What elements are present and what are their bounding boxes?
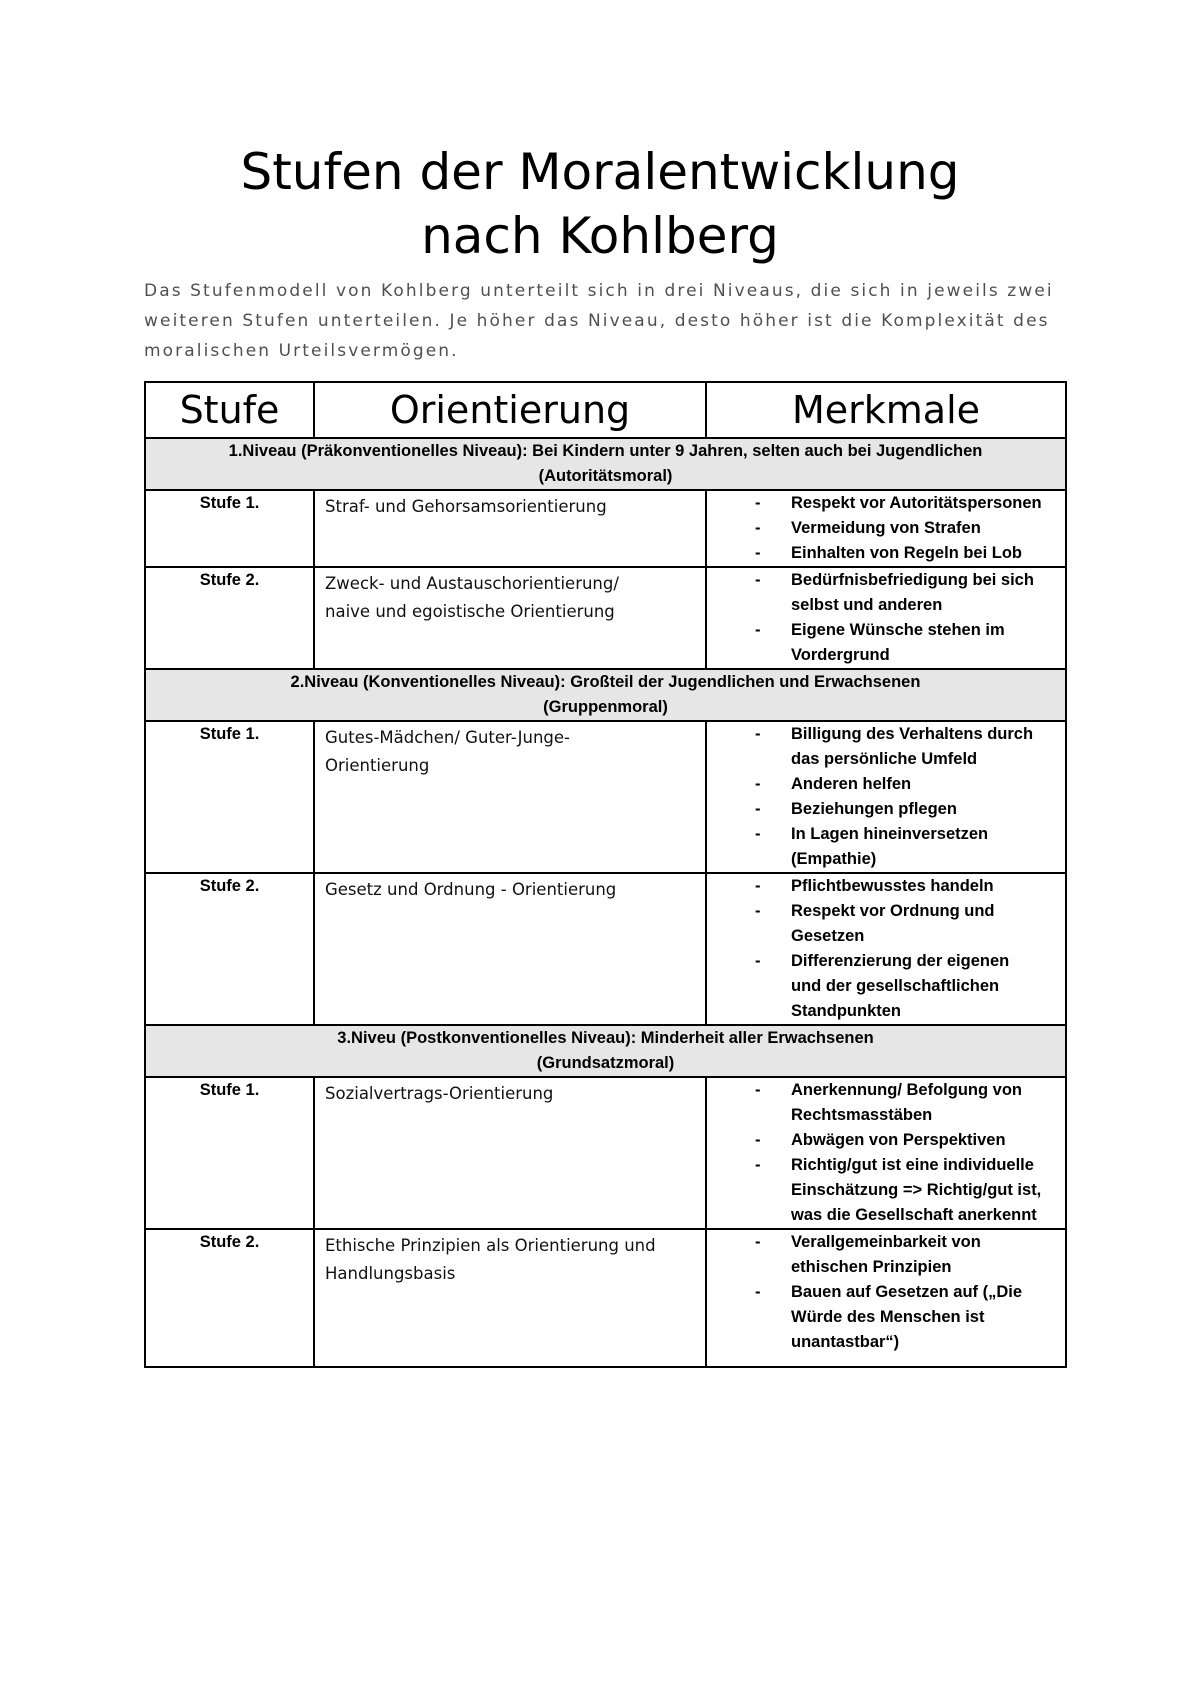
feature-text-line: - Vermeidung von Strafen [791, 519, 981, 537]
stage-label: Stufe 1. [145, 1077, 314, 1229]
feature-text-line: - Bauen auf Gesetzen auf („Die [791, 1283, 1023, 1301]
features-cell [706, 1229, 1066, 1367]
feature-item [707, 772, 1059, 797]
orientation-cell [314, 490, 706, 567]
page-title [0, 140, 1200, 268]
orientation-text-line: Ethische Prinzipien als Orientierung und [325, 1236, 656, 1255]
feature-text-line: Gesetzen [791, 927, 865, 945]
level-heading-line-2: (Autoritätsmoral) [538, 467, 673, 485]
feature-text-line: und der gesellschaftlichen [791, 977, 1000, 995]
feature-text-line: was die Gesellschaft anerkennt [791, 1206, 1037, 1224]
orientation-cell [314, 721, 706, 873]
feature-text-line: das persönliche Umfeld [791, 750, 978, 768]
header-stufe: Stufe [145, 382, 314, 438]
features-cell [706, 1077, 1066, 1229]
header-merkmale: Merkmale [706, 382, 1066, 438]
feature-text-line: - Einhalten von Regeln bei Lob [791, 544, 1023, 562]
feature-item [707, 874, 1059, 899]
level-heading-row [145, 438, 1066, 490]
orientation-text-line: Handlungsbasis [325, 1264, 456, 1283]
stage-label: Stufe 2. [145, 873, 314, 1025]
level-heading-line-1: 3.Niveu (Postkonventionelles Niveau): Minderheit aller Erwachsenen [337, 1029, 874, 1047]
feature-text-line: - Respekt vor Autoritätspersonen [791, 494, 1042, 512]
feature-item [707, 516, 1059, 541]
features-cell [706, 490, 1066, 567]
feature-text-line: - Abwägen von Perspektiven [791, 1131, 1006, 1149]
level-heading-line-1: 1.Niveau (Präkonventionelles Niveau): Bei Kindern unter 9 Jahren, selten auch bei Jugendlichen [228, 442, 983, 460]
feature-text-line: Einschätzung => Richtig/gut ist, [791, 1181, 1042, 1199]
feature-text-line: unantastbar“) [791, 1333, 900, 1351]
feature-text-line: - Anderen helfen [791, 775, 912, 793]
feature-item [707, 899, 1059, 949]
stage-row [145, 490, 1066, 567]
feature-text-line: Vordergrund [791, 646, 890, 664]
feature-item [707, 722, 1059, 772]
feature-text-line: ethischen Prinzipien [791, 1258, 952, 1276]
stage-row [145, 721, 1066, 873]
header-orientierung: Orientierung [314, 382, 706, 438]
features-list [707, 1078, 1059, 1228]
feature-text-line: - Respekt vor Ordnung und [791, 902, 995, 920]
level-heading [145, 669, 1066, 721]
orientation-text-line: Zweck- und Austauschorientierung/ [325, 574, 619, 593]
orientation-text-line: Gesetz und Ordnung - Orientierung [325, 880, 617, 899]
feature-text-line: - Eigene Wünsche stehen im [791, 621, 1005, 639]
feature-text-line: - Richtig/gut ist eine individuelle [791, 1156, 1034, 1174]
feature-text-line: - Billigung des Verhaltens durch [791, 725, 1034, 743]
stage-label: Stufe 2. [145, 1229, 314, 1367]
features-list [707, 722, 1059, 872]
orientation-text-line: Orientierung [325, 756, 430, 775]
level-heading-line-1: 2.Niveau (Konventionelles Niveau): Großteil der Jugendlichen und Erwachsenen [290, 673, 921, 691]
stage-label: Stufe 1. [145, 721, 314, 873]
stage-row [145, 567, 1066, 669]
feature-item [707, 1153, 1059, 1228]
feature-text-line: - Bedürfnisbefriedigung bei sich [791, 571, 1034, 589]
feature-text-line: - Pflichtbewusstes handeln [791, 877, 994, 895]
orientation-text-line: naive und egoistische Orientierung [325, 602, 615, 621]
feature-text-line: - Anerkennung/ Befolgung von [791, 1081, 1022, 1099]
stage-row [145, 1229, 1066, 1367]
stage-label: Stufe 2. [145, 567, 314, 669]
stage-row [145, 1077, 1066, 1229]
feature-item [707, 541, 1059, 566]
features-list [707, 874, 1059, 1024]
feature-item [707, 618, 1059, 668]
features-cell [706, 721, 1066, 873]
feature-item [707, 491, 1059, 516]
stage-row [145, 873, 1066, 1025]
feature-text-line: (Empathie) [791, 850, 877, 868]
feature-item [707, 1280, 1059, 1355]
feature-item [707, 822, 1059, 872]
level-heading-line-2: (Grundsatzmoral) [536, 1054, 675, 1072]
feature-item [707, 949, 1059, 1024]
orientation-cell [314, 1229, 706, 1367]
feature-item [707, 1078, 1059, 1128]
features-cell [706, 873, 1066, 1025]
level-heading-line-2: (Gruppenmoral) [543, 698, 668, 716]
features-cell [706, 567, 1066, 669]
feature-item [707, 797, 1059, 822]
stage-label: Stufe 1. [145, 490, 314, 567]
feature-item [707, 1128, 1059, 1153]
feature-text-line: - Beziehungen pflegen [791, 800, 957, 818]
features-list [707, 568, 1059, 668]
feature-text-line: - In Lagen hineinversetzen [791, 825, 989, 843]
feature-item [707, 1230, 1059, 1280]
feature-text-line: selbst und anderen [791, 596, 943, 614]
level-heading-row [145, 669, 1066, 721]
title-line-2: nach Kohlberg [421, 207, 779, 265]
feature-text-line: Rechtsmasstäben [791, 1106, 933, 1124]
features-list [707, 491, 1059, 566]
feature-item [707, 568, 1059, 618]
orientation-text-line: Sozialvertrags-Orientierung [325, 1084, 554, 1103]
table-header-row [145, 382, 1066, 438]
kohlberg-stages-table [144, 381, 1067, 1368]
level-heading-row [145, 1025, 1066, 1077]
orientation-text-line: Straf- und Gehorsamsorientierung [325, 497, 607, 516]
level-heading [145, 1025, 1066, 1077]
features-list [707, 1230, 1059, 1355]
feature-text-line: Standpunkten [791, 1002, 901, 1020]
orientation-cell [314, 1077, 706, 1229]
orientation-cell [314, 873, 706, 1025]
title-line-1: Stufen der Moralentwicklung [240, 143, 960, 201]
orientation-text-line: Gutes-Mädchen/ Guter-Junge- [325, 728, 571, 747]
orientation-cell [314, 567, 706, 669]
feature-text-line: Würde des Menschen ist [791, 1308, 985, 1326]
feature-text-line: - Differenzierung der eigenen [791, 952, 1010, 970]
intro-paragraph: Das Stufenmodell von Kohlberg unterteilt sich in drei Niveaus, die sich in jeweils zwei weiteren Stufen unterteilen. Je höher das Niveau, desto höher ist die Komplexität des moralischen Urteilsvermögen. [144, 281, 1054, 361]
feature-text-line: - Verallgemeinbarkeit von [791, 1233, 981, 1251]
level-heading [145, 438, 1066, 490]
